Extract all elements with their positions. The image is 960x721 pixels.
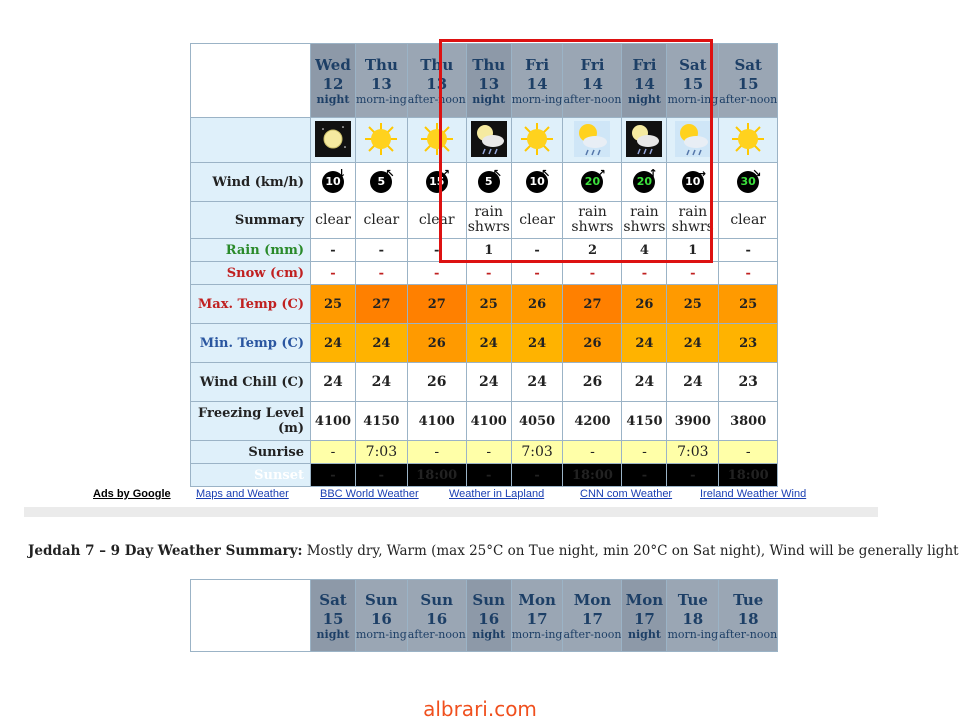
column-date: 18: [682, 609, 704, 628]
column-day: Mon: [518, 590, 556, 609]
freezing-level-cell: 3900: [667, 402, 719, 441]
divider: [24, 507, 878, 517]
column-date: 13: [426, 74, 448, 93]
wind-direction: ↗: [596, 167, 606, 180]
column-header: [356, 580, 408, 652]
snow-cell: -: [466, 262, 511, 285]
column-date: 17: [526, 609, 548, 628]
sunrise-cell: -: [311, 441, 356, 464]
column-date: 17: [582, 609, 603, 628]
max-temp-cell: 25: [466, 285, 511, 324]
summary-label: Summary: [191, 202, 311, 239]
min-temp-cell: 24: [511, 324, 563, 363]
wind-speed: 15: [429, 175, 445, 188]
freezing-level-cell: 3800: [719, 402, 778, 441]
max-temp-cell: 27: [407, 285, 466, 324]
rain-label: Rain (mm): [191, 239, 311, 262]
column-header: [511, 580, 563, 652]
wind-chill-cell: 24: [667, 363, 719, 402]
freezing-level-cell: 4100: [466, 402, 511, 441]
weather-icon-cell: [311, 118, 356, 163]
freezing-level-cell: 4100: [407, 402, 466, 441]
ad-link-lapland[interactable]: Weather in Lapland: [449, 488, 545, 500]
column-header: [407, 580, 466, 652]
snow-cell: -: [719, 262, 778, 285]
max-temp-cell: 25: [311, 285, 356, 324]
column-date: 17: [634, 609, 655, 628]
max-temp-cell: 27: [563, 285, 622, 324]
highlight-box: [439, 39, 713, 263]
sunny-icon: [730, 121, 766, 157]
wind-chill-cell: 26: [407, 363, 466, 402]
sunrise-cell: -: [622, 441, 667, 464]
min-temp-cell: 23: [719, 324, 778, 363]
column-date: 12: [322, 74, 344, 93]
sunny-icon: [363, 121, 399, 157]
sunset-label: Sunset: [191, 464, 311, 487]
sunset-cell: -: [466, 464, 511, 487]
column-day: Fri: [525, 55, 550, 74]
wind-cell: [719, 163, 778, 202]
weather-icon-cell: [356, 118, 408, 163]
rain-cell: -: [356, 239, 408, 262]
weather-summary: [28, 543, 959, 559]
freezing-level-row: [191, 402, 778, 441]
column-day: Wed: [315, 55, 351, 74]
sunrise-label: Sunrise: [191, 441, 311, 464]
sunset-cell: -: [356, 464, 408, 487]
wind-direction: →: [696, 167, 707, 180]
column-period: night: [316, 627, 350, 641]
column-period: morn-ing: [511, 92, 563, 106]
min-temp-label: Min. Temp (C): [191, 324, 311, 363]
sunset-cell: 18:00: [407, 464, 466, 487]
max-temp-cell: 25: [719, 285, 778, 324]
wind-arrow-icon: [370, 167, 395, 193]
column-period: after-noon: [563, 627, 622, 641]
weather-icon-cell: [719, 118, 778, 163]
sunrise-cell: -: [563, 441, 622, 464]
clear-night-icon: [315, 121, 351, 157]
wind-direction: ↗: [440, 167, 450, 180]
snow-row: [191, 262, 778, 285]
summary-cell: clear: [511, 202, 563, 239]
watermark: albrari.com: [423, 697, 537, 721]
column-day: Sat: [679, 55, 707, 74]
rain-cell: 2: [563, 239, 622, 262]
snow-cell: -: [622, 262, 667, 285]
column-date: 18: [737, 609, 759, 628]
wind-speed: 30: [740, 175, 756, 188]
summary-cell: rain shwrs: [466, 202, 511, 239]
wind-direction: ↓: [337, 167, 347, 180]
min-temp-cell: 24: [622, 324, 667, 363]
column-date: 13: [478, 74, 500, 93]
column-date: 15: [737, 74, 759, 93]
column-header: [719, 44, 778, 118]
rain-cell: -: [407, 239, 466, 262]
column-period: morn-ing: [356, 92, 407, 106]
column-period: night: [472, 627, 506, 641]
column-day: Thu: [420, 55, 454, 74]
column-header: [667, 580, 719, 652]
column-day: Fri: [580, 55, 605, 74]
column-date: 16: [370, 609, 392, 628]
max-temp-cell: 26: [511, 285, 563, 324]
freezing-level-cell: 4100: [311, 402, 356, 441]
wind-chill-cell: 24: [511, 363, 563, 402]
wind-speed: 20: [584, 175, 601, 188]
snow-cell: -: [407, 262, 466, 285]
sunrise-cell: 7:03: [667, 441, 719, 464]
summary-title: Jeddah 7 – 9 Day Weather Summary:: [28, 543, 303, 559]
column-period: after-noon: [563, 92, 622, 106]
column-period: after-noon: [407, 92, 466, 106]
snow-cell: -: [563, 262, 622, 285]
sunset-cell: -: [511, 464, 563, 487]
wind-direction: ↖: [541, 167, 551, 180]
column-date: 14: [526, 74, 548, 93]
sunrise-row: [191, 441, 778, 464]
column-day: Sat: [734, 55, 762, 74]
column-period: night: [627, 627, 661, 641]
column-day: Tue: [733, 590, 764, 609]
summary-cell: rain shwrs: [667, 202, 719, 239]
sunrise-cell: 7:03: [356, 441, 408, 464]
column-day: Mon: [625, 590, 664, 609]
wind-arrow-icon: [737, 167, 762, 193]
column-date: 16: [426, 609, 448, 628]
forecast-table-2: [190, 579, 778, 652]
wind-direction: ↑: [648, 167, 658, 180]
column-day: Thu: [364, 55, 398, 74]
column-period: night: [316, 92, 350, 106]
wind-direction: ↖: [385, 167, 395, 180]
rain-cell: -: [311, 239, 356, 262]
min-temp-cell: 26: [407, 324, 466, 363]
sunset-cell: -: [667, 464, 719, 487]
column-day: Fri: [632, 55, 657, 74]
sunrise-cell: -: [407, 441, 466, 464]
wind-speed: 10: [529, 175, 545, 188]
wind-cell: [311, 163, 356, 202]
column-date: 15: [682, 74, 704, 93]
sunrise-cell: 7:03: [511, 441, 563, 464]
ad-link-bbc[interactable]: BBC World Weather: [320, 488, 419, 500]
summary-cell: clear: [719, 202, 778, 239]
ad-link-cnn[interactable]: CNN com Weather: [580, 488, 673, 500]
summary-cell: clear: [356, 202, 408, 239]
column-header: [356, 44, 408, 118]
sunset-cell: 18:00: [563, 464, 622, 487]
wind-direction: ↖: [492, 167, 502, 180]
wind-chill-row: [191, 363, 778, 402]
column-date: 14: [634, 74, 655, 93]
min-temp-cell: 24: [466, 324, 511, 363]
wind-chill-cell: 23: [719, 363, 778, 402]
column-day: Mon: [573, 590, 612, 609]
summary-text: Mostly dry, Warm (max 25°C on Tue night, min 20°C on Sat night), Wind will be generally light: [302, 543, 959, 559]
max-temp-cell: 27: [356, 285, 408, 324]
wind-speed: 5: [377, 175, 386, 188]
wind-arrow-icon: [322, 167, 347, 193]
snow-cell: -: [311, 262, 356, 285]
column-day: Sun: [420, 590, 454, 609]
column-period: after-noon: [719, 92, 778, 106]
wind-chill-cell: 24: [622, 363, 667, 402]
snow-label: Snow (cm): [191, 262, 311, 285]
wind-direction: ↘: [752, 167, 762, 180]
wind-chill-label: Wind Chill (C): [191, 363, 311, 402]
wind-speed: 10: [685, 175, 701, 188]
wind-label: Wind (km/h): [191, 163, 311, 202]
summary-cell: rain shwrs: [563, 202, 622, 239]
min-temp-cell: 24: [311, 324, 356, 363]
sunset-cell: -: [622, 464, 667, 487]
snow-cell: -: [356, 262, 408, 285]
sunset-row: [191, 464, 778, 487]
ad-link-maps[interactable]: Maps and Weather: [196, 488, 289, 500]
summary-cell: rain shwrs: [622, 202, 667, 239]
column-header: [466, 580, 511, 652]
sunrise-cell: -: [719, 441, 778, 464]
max-temp-cell: 26: [622, 285, 667, 324]
column-header: [563, 580, 622, 652]
column-header: [311, 580, 356, 652]
column-period: after-noon: [719, 627, 778, 641]
column-period: morn-ing: [511, 627, 563, 641]
summary-cell: clear: [407, 202, 466, 239]
wind-chill-cell: 24: [311, 363, 356, 402]
wind-chill-cell: 26: [563, 363, 622, 402]
freezing-level-cell: 4050: [511, 402, 563, 441]
max-temp-row: [191, 285, 778, 324]
freezing-level-cell: 4200: [563, 402, 622, 441]
sunset-cell: -: [311, 464, 356, 487]
column-period: morn-ing: [667, 92, 719, 106]
column-day: Sat: [319, 590, 347, 609]
sunset-cell: 18:00: [719, 464, 778, 487]
wind-chill-cell: 24: [466, 363, 511, 402]
header-row-2: [191, 580, 778, 652]
rain-cell: -: [511, 239, 563, 262]
rain-cell: 1: [667, 239, 719, 262]
column-period: after-noon: [407, 627, 466, 641]
summary-cell: clear: [311, 202, 356, 239]
ads-by-google[interactable]: Ads by Google: [93, 488, 171, 500]
column-header: [311, 44, 356, 118]
column-date: 14: [582, 74, 603, 93]
column-period: night: [627, 92, 661, 106]
wind-cell: [356, 163, 408, 202]
column-date: 16: [478, 609, 500, 628]
max-temp-cell: 25: [667, 285, 719, 324]
min-temp-cell: 24: [667, 324, 719, 363]
wind-chill-cell: 24: [356, 363, 408, 402]
column-day: Thu: [472, 55, 506, 74]
wind-speed: 5: [484, 175, 493, 188]
column-day: Sun: [365, 590, 398, 609]
column-date: 13: [370, 74, 392, 93]
snow-cell: -: [667, 262, 719, 285]
column-header: [622, 580, 667, 652]
freezing-level-cell: 4150: [356, 402, 408, 441]
sunrise-cell: -: [466, 441, 511, 464]
wind-speed: 10: [325, 175, 341, 188]
wind-speed: 20: [636, 175, 653, 188]
max-temp-label: Max. Temp (C): [191, 285, 311, 324]
min-temp-cell: 26: [563, 324, 622, 363]
column-day: Tue: [677, 590, 708, 609]
column-period: morn-ing: [667, 627, 719, 641]
column-header: [719, 580, 778, 652]
freezing-level-cell: 4150: [622, 402, 667, 441]
rain-cell: 1: [466, 239, 511, 262]
column-period: night: [472, 92, 506, 106]
min-temp-row: [191, 324, 778, 363]
column-day: Sun: [472, 590, 506, 609]
ad-link-ireland[interactable]: Ireland Weather Wind: [700, 488, 807, 500]
freezing-level-label: Freezing Level (m): [191, 402, 311, 441]
snow-cell: -: [511, 262, 563, 285]
min-temp-cell: 24: [356, 324, 408, 363]
column-period: morn-ing: [356, 627, 407, 641]
rain-cell: 4: [622, 239, 667, 262]
column-date: 15: [322, 609, 344, 628]
rain-cell: -: [719, 239, 778, 262]
